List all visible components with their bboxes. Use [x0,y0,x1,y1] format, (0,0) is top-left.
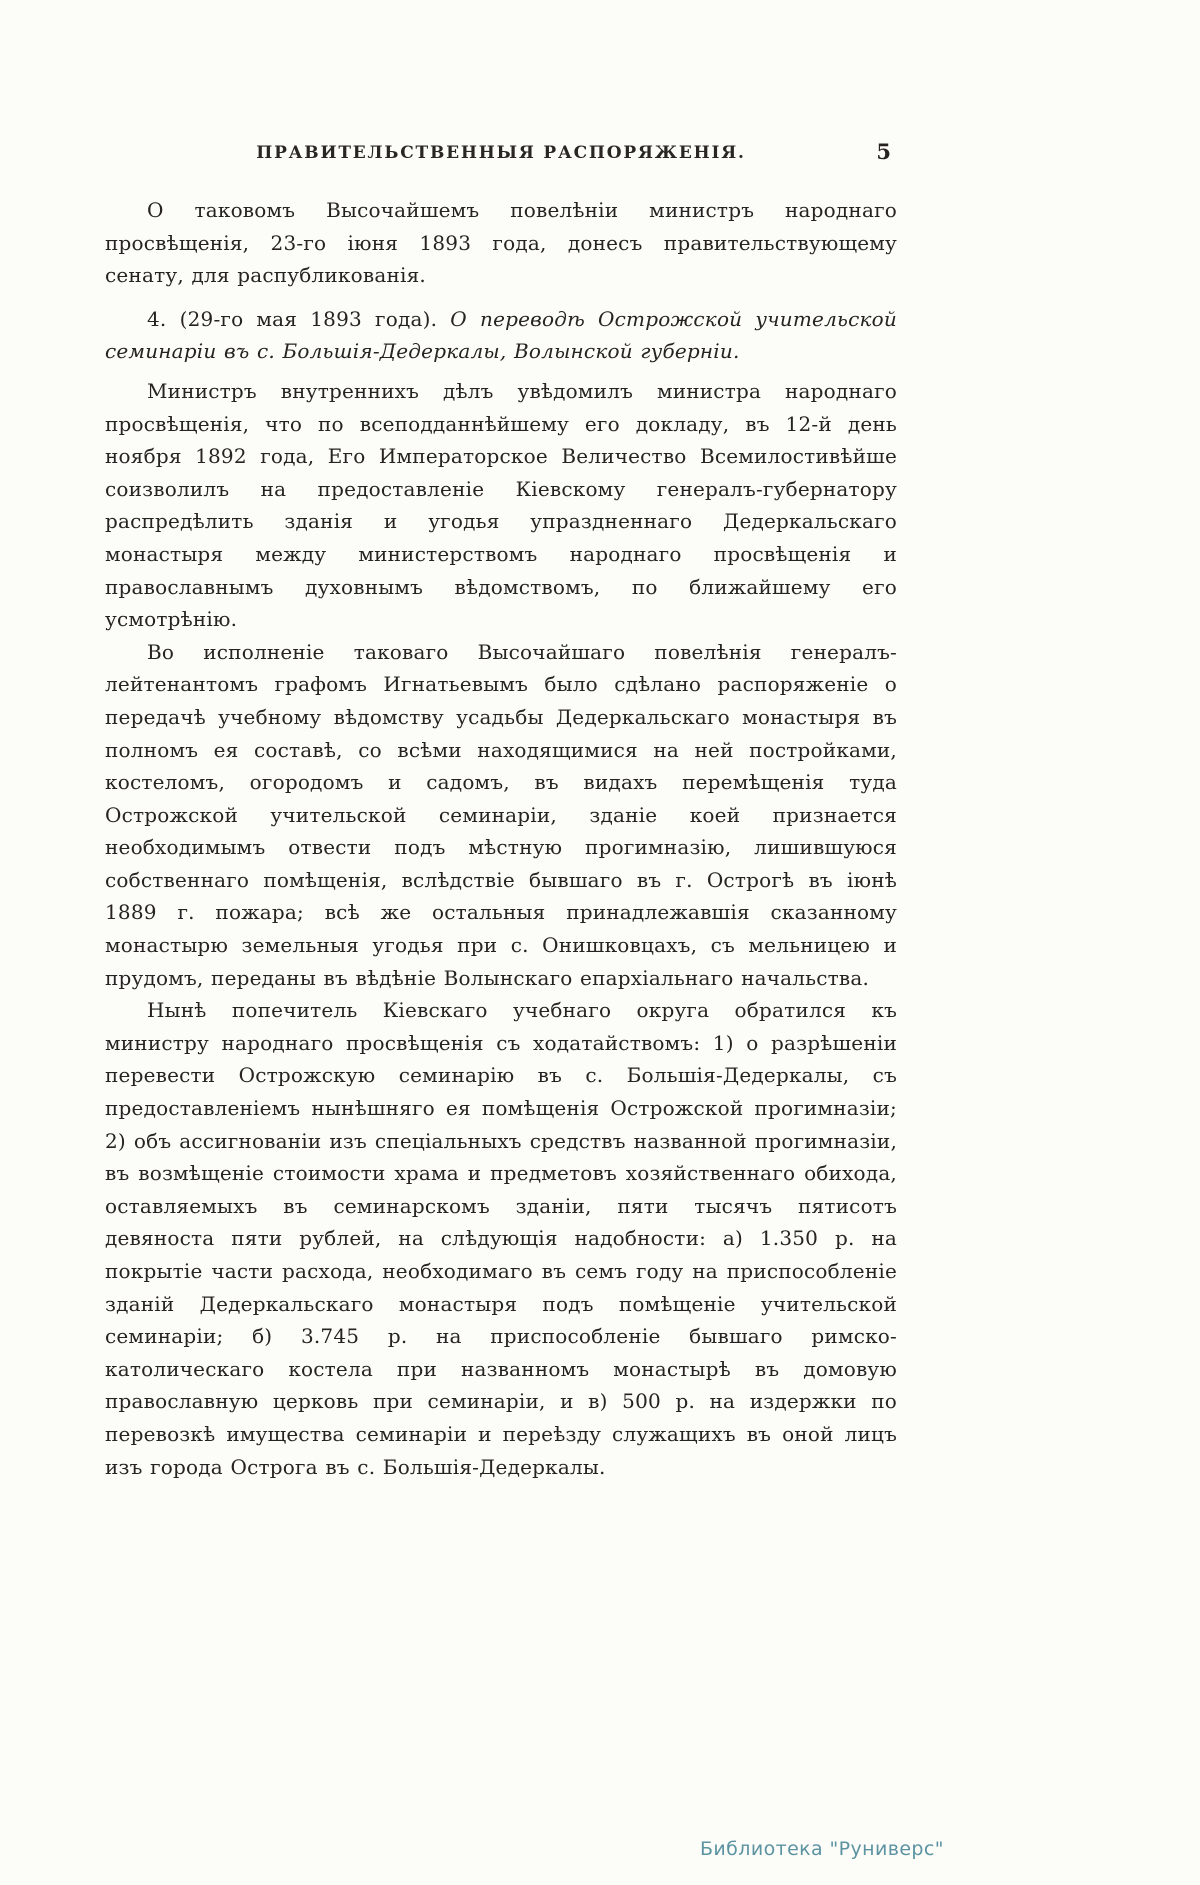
page-header [105,139,897,164]
paragraph-trustee-petition: Нынѣ попечитель Кіевскаго учебнаго округа обратился къ министру народнаго просвѣщенія съ ходатайствомъ: 1) о разрѣшеніи перевести Острожскую семинарію въ с. Большія-Дедеркалы, съ предоставленіемъ нынѣшняго ея помѣщенія Острожской прогимназіи; 2) объ ассигнованіи изъ спеціальныхъ средствъ названной прогимназіи, въ возмѣщеніе стоимости храма и предметовъ хозяйственнаго обихода, оставляемыхъ въ семинарскомъ зданіи, пяти тысячъ пятисотъ девяноста пяти рублей, на слѣдующія надобности: а) 1.350 р. на покрытіе части расхода, необходимаго въ семъ году на приспособленіе зданій Дедеркальскаго монастыря подъ помѣщеніе учительской семинаріи; б) 3.745 р. на приспособленіе бывшаго римско-католическаго костела при названномъ монастырѣ въ домовую православную церковь при семинаріи, и в) 500 р. на издержки по перевозкѣ имущества семинаріи и переѣзду служащихъ въ оной лицъ изъ города Острога въ с. Большія-Дедеркалы. [105,998,897,1479]
paragraph-royal-order-notice: О таковомъ Высочайшемъ повелѣніи министръ народнаго просвѣщенія, 23-го іюня 1893 года, донесъ правительствующему сенату, для распубликованія. [105,198,897,288]
item-number-and-date: 4. (29-го мая 1893 года). [147,306,438,331]
paragraph-ignatiev-order: Во исполненіе таковаго Высочайшаго повелѣнія генералъ-лейтенантомъ графомъ Игнатьевымъ было сдѣлано распоряженіе о передачѣ учебному вѣдомству усадьбы Дедеркальскаго монастыря въ полномъ ея составѣ, со всѣми находящимися на ней постройками, костеломъ, огородомъ и садомъ, въ видахъ перемѣщенія туда Острожской учительской семинаріи, зданіе коей признается необходимымъ отвести подъ мѣстную прогимназію, лишившуюся собственнаго помѣщенія, вслѣдствіе бывшаго въ г. Острогѣ въ іюнѣ 1889 г. пожара; всѣ же остальныя принадлежавшія сказанному монастырю земельныя угодья при с. Онишковцахъ, съ мельницею и прудомъ, переданы въ вѣдѣніе Волынскаго епархіальнаго начальства. [105,639,897,990]
paragraph-minister-notification: Министръ внутреннихъ дѣлъ увѣдомилъ министра народнаго просвѣщенія, что по всеподданнѣйшему его докладу, въ 12-й день ноября 1892 года, Его Императорское Величество Всемилостивѣйше соизволилъ на предоставленіе Кіевскому генералъ-губернатору распредѣлить зданія и угодья упраздненнаго Дедеркальскаго монастыря между министерствомъ народнаго просвѣщенія и православнымъ духовнымъ вѣдомствомъ, по ближайшему его усмотрѣнію. [105,378,897,632]
item-title: О переводѣ Острожской учительской семинаріи въ с. Большія-Дедеркалы, Волынской губерніи. [105,306,897,364]
page-number: 5 [876,139,891,164]
section-item-heading [105,303,897,368]
library-watermark: Библиотека "Руниверс" [700,1838,944,1860]
document-body [105,194,897,1483]
running-header-title: ПРАВИТЕЛЬСТВЕННЫЯ РАСПОРЯЖЕНІЯ. [256,143,746,163]
